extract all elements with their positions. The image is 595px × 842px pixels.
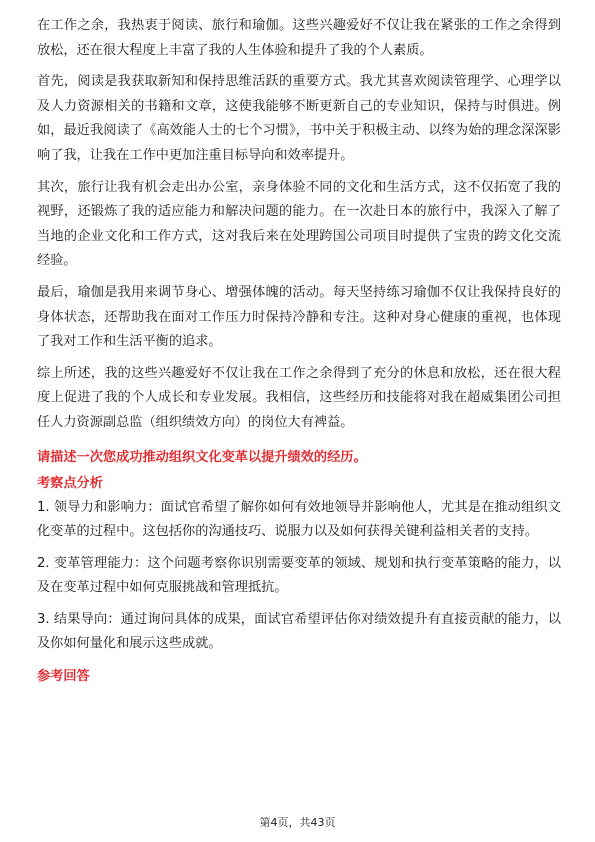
analysis-item-3: 3. 结果导向：通过询问具体的成果，面试官希望评估你对绩效提升有直接贡献的能力，以及你如何量化和展示这些成就。 xyxy=(37,611,561,652)
interview-question: 请描述一次您成功推动组织文化变革以提升绩效的经历。 xyxy=(37,449,367,465)
analysis-item-1: 1. 领导力和影响力：面试官希望了解你如何有效地领导并影响他人，尤其是在推动组织文化变革的过程中。这包括你的沟通技巧、说服力以及如何获得关键利益相关者的支持。 xyxy=(37,499,561,540)
reference-answer-title: 参考回答 xyxy=(37,669,90,685)
analysis-item-2: 2. 变革管理能力：这个问题考察你识别需要变革的领域、规划和执行变革策略的能力，以及在变革过程中如何克服挑战和管理抵抗。 xyxy=(37,555,561,596)
body-paragraph-3: 其次，旅行让我有机会走出办公室，亲身体验不同的文化和生活方式，这不仅拓宽了我的视野，还锻炼了我的适应能力和解决问题的能力。在一次赴日本的旅行中，我深入了解了当地的企业文化和工作方式，这对我后来在处理跨国公司项目时提供了宝贵的跨文化交流经验。 xyxy=(37,179,561,269)
analysis-title: 考察点分析 xyxy=(37,475,103,491)
page-number: 第4页，共43页 xyxy=(259,816,336,829)
analysis-list xyxy=(37,496,561,658)
body-paragraph-5: 综上所述，我的这些兴趣爱好不仅让我在工作之余得到了充分的休息和放松，还在很大程度上促进了我的个人成长和专业发展。我相信，这些经历和技能将对我在超威集团公司担任人力资源副总监（组织绩效方向）的岗位大有裨益。 xyxy=(37,365,561,430)
body-paragraph-4: 最后，瑜伽是我用来调节身心、增强体魄的活动。每天坚持练习瑜伽不仅让我保持良好的身体状态，还帮助我在面对工作压力时保持冷静和专注。这种对身心健康的重视，也体现了我对工作和生活平衡的追求。 xyxy=(37,284,561,350)
document-page xyxy=(37,14,561,689)
body-paragraph-1: 在工作之余，我热衷于阅读、旅行和瑜伽。这些兴趣爱好不仅让我在紧张的工作之余得到放松，还在很大程度上丰富了我的人生体验和提升了我的个人素质。 xyxy=(37,18,561,58)
body-paragraph-2: 首先，阅读是我获取新知和保持思维活跃的重要方式。我尤其喜欢阅读管理学、心理学以及人力资源相关的书籍和文章，这使我能够不断更新自己的专业知识，保持与时俱进。例如，最近我阅读了《高效能人士的七个习惯》，书中关于积极主动、以终为始的理念深深影响了我，让我在工作中更加注重目标导向和效率提升。 xyxy=(37,74,561,163)
